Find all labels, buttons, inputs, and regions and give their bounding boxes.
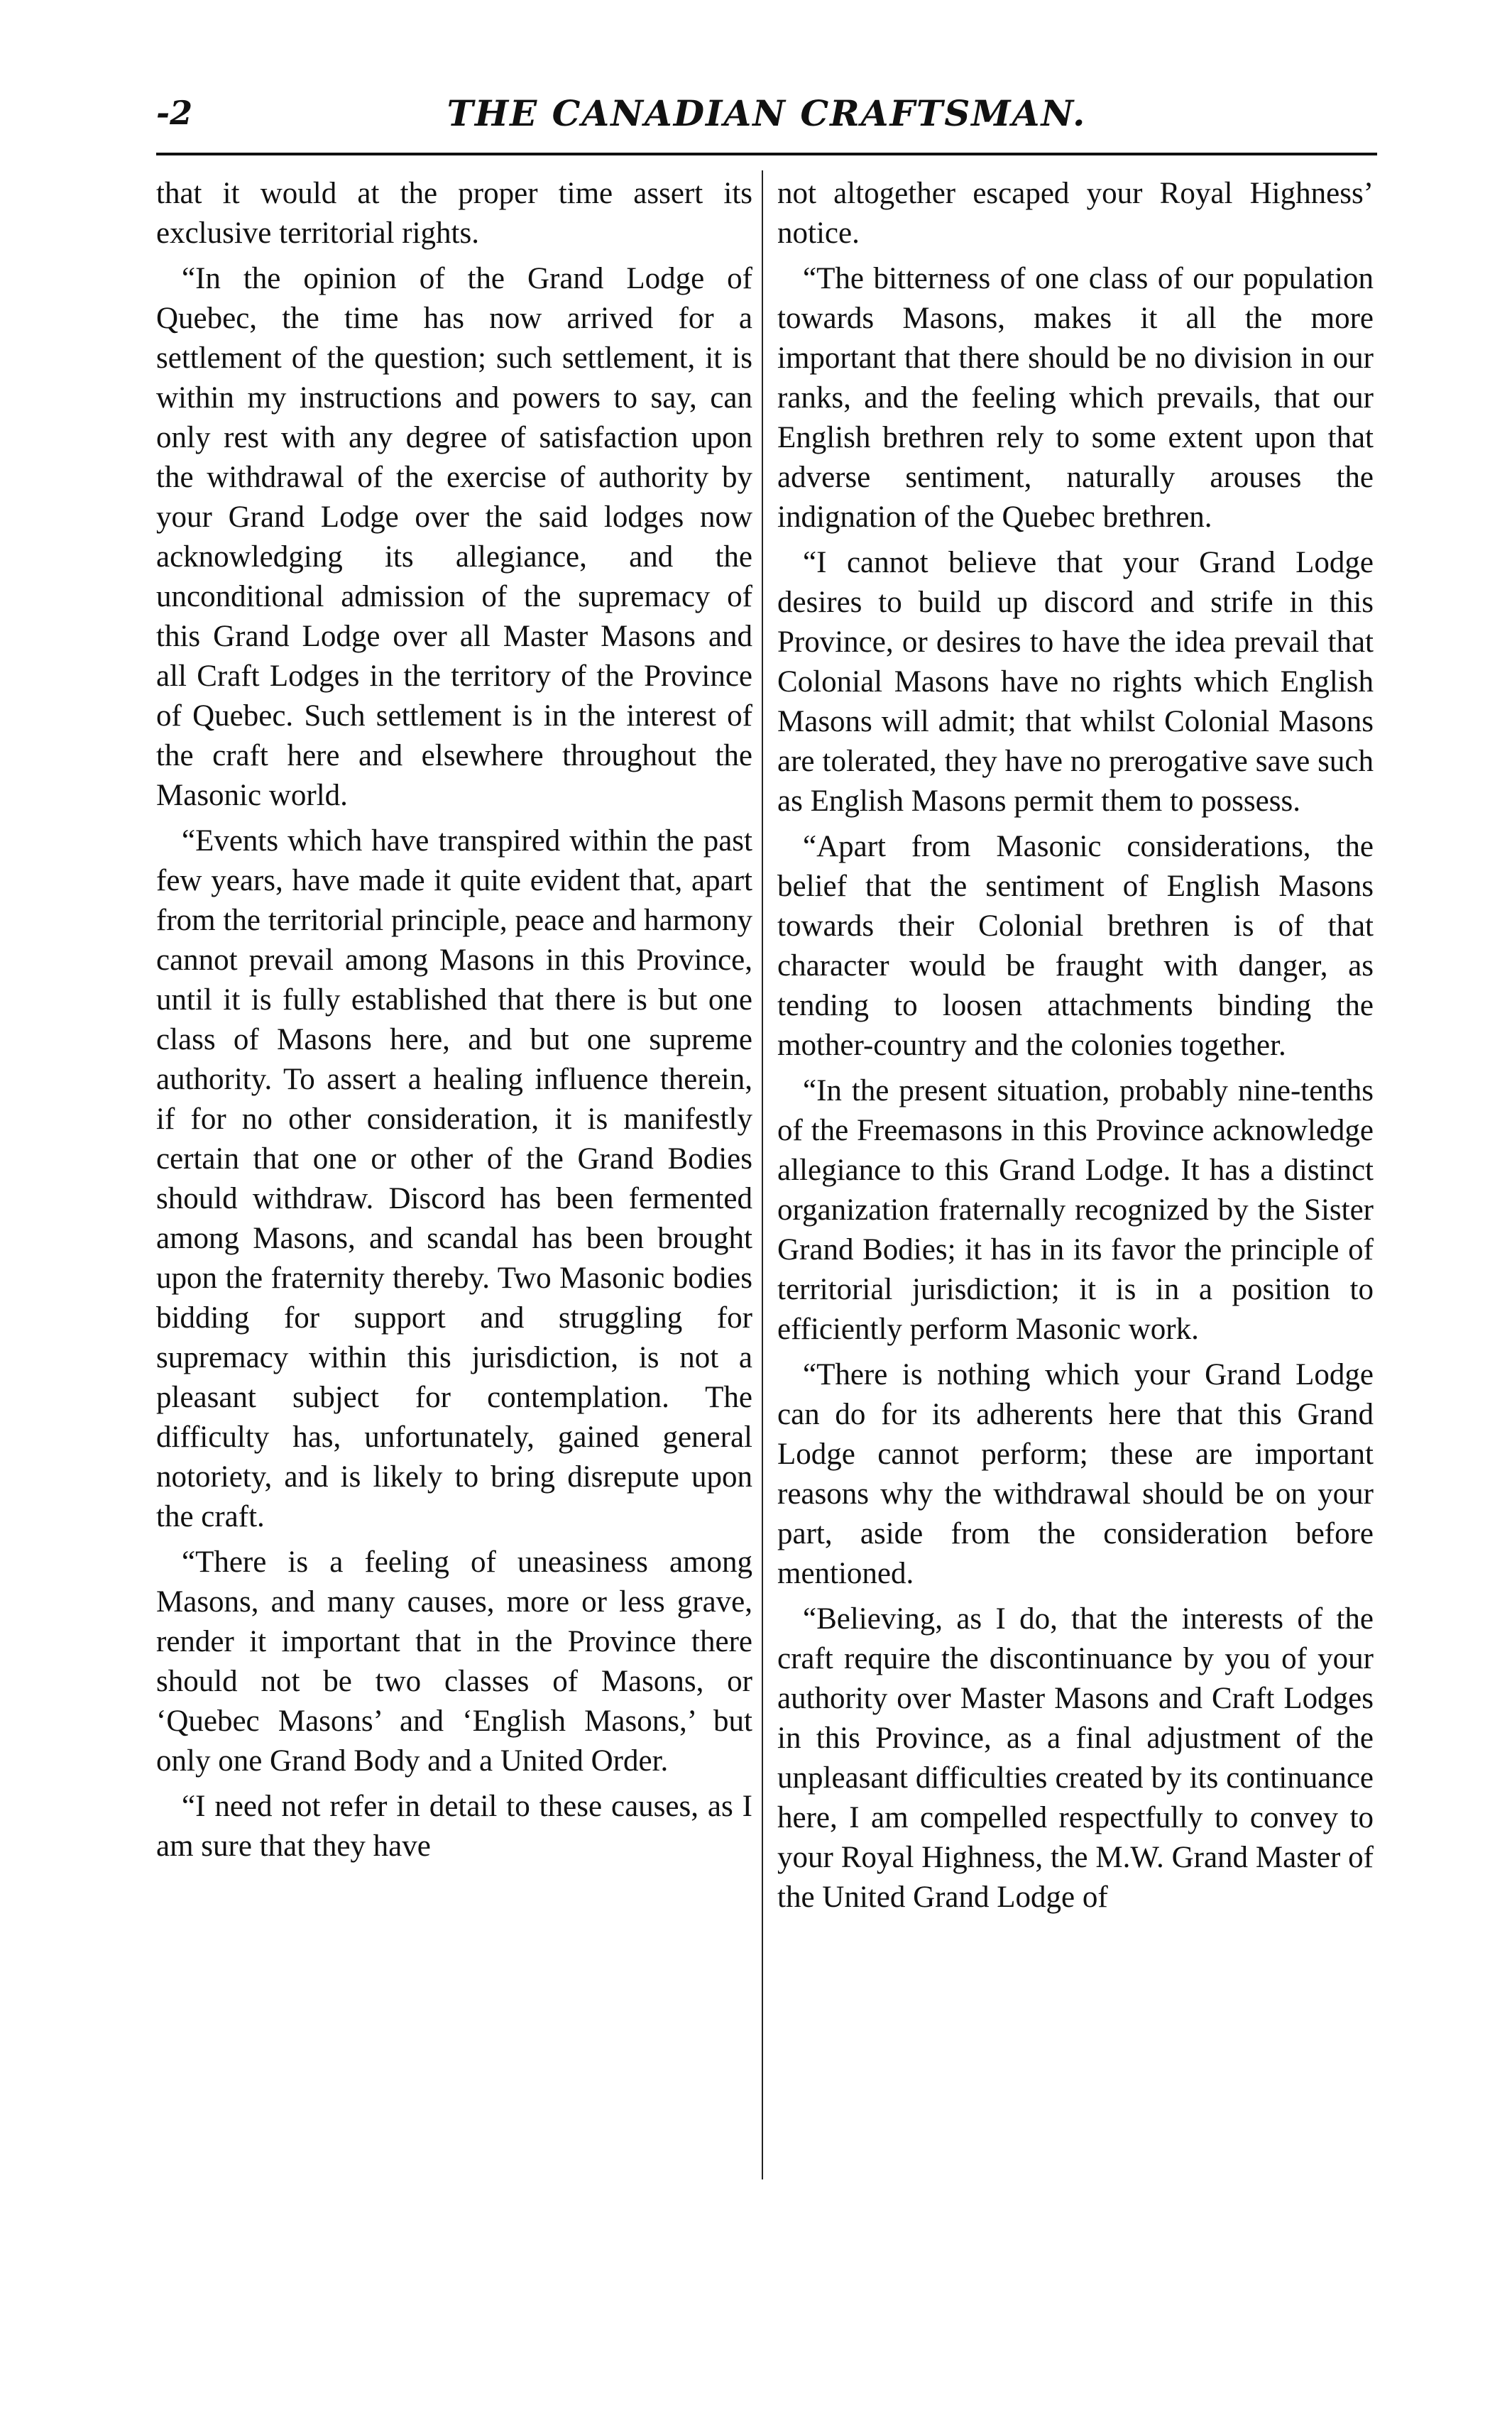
left-column	[156, 174, 752, 1872]
paragraph: “I cannot believe that your Grand Lodge desires to build up discord and strife in this Province, or desires to have the idea prevail that Colonial Masons have no rights which English Masons will admit; that whilst Colonial Masons are tolerated, they have no prerogative save such as English Masons permit them to possess.	[777, 546, 1374, 818]
paragraph: “In the present situation, probably nine-tenths of the Freemasons in this Province acknowledge allegiance to this Grand Lodge. It has a distinct organization fraternally recognized by the Sister Grand Bodies; it has in its favor the principle of territorial jurisdiction; it is in a position to efficiently perform Masonic work.	[777, 1074, 1374, 1346]
right-column	[777, 174, 1374, 1923]
paragraph: “The bitterness of one class of our population towards Masons, makes it all the more important that there should be no division in our ranks, and the feeling which prevails, that our English brethren rely to some extent upon that adverse sentiment, naturally arouses the indignation of the Quebec brethren.	[777, 262, 1374, 534]
paragraph: “I need not refer in detail to these causes, as I am sure that they have	[156, 1790, 752, 1863]
paragraph: that it would at the proper time assert its exclusive territorial rights.	[156, 177, 752, 250]
running-title: THE CANADIAN CRAFTSMAN.	[447, 92, 1087, 134]
paragraph: “Events which have transpired within the past few years, have made it quite evident that, apart from the territorial principle, peace and harmony cannot prevail among Masons in this Province, until it is fully established that there is but one class of Masons here, and but one supreme authority. To assert a healing influence therein, if for no other consideration, it is manifestly certain that one or other of the Grand Bodies should withdraw. Discord has been fermented among Masons, and scandal has been brought upon the fraternity thereby. Two Masonic bodies bidding for support and struggling for supremacy within this jurisdiction, is not a pleasant subject for contemplation. The difficulty has, unfortunately, gained general notoriety, and is likely to bring disrepute upon the craft.	[156, 824, 752, 1533]
paragraph: “In the opinion of the Grand Lodge of Quebec, the time has now arrived for a settlement of the question; such settlement, it is within my instructions and powers to say, can only rest with any degree of satisfaction upon the withdrawal of the exercise of authority by your Grand Lodge over the said lodges now acknowledging its allegiance, and the unconditional admission of the supremacy of this Grand Lodge over all Master Masons and all Craft Lodges in the territory of the Province of Quebec. Such settlement is in the interest of the craft here and elsewhere throughout the Masonic world.	[156, 262, 752, 812]
paragraph: “Believing, as I do, that the interests of the craft require the discontinuance by you of your authority over Master Masons and Craft Lodges in this Province, as a final adjustment of the unpleasant difficulties created by its continuance here, I am compelled respectfully to convey to your Royal Highness, the M.W. Grand Master of the United Grand Lodge of	[777, 1602, 1374, 1914]
header-rule	[156, 153, 1377, 155]
paragraph: “Apart from Masonic considerations, the belief that the sentiment of English Masons towards their Colonial brethren is of that character would be fraught with danger, as tending to loosen attachments binding the mother-country and the colonies together.	[777, 830, 1374, 1062]
column-divider	[762, 170, 763, 2179]
paragraph: “There is a feeling of uneasiness among Masons, and many causes, more or less grave, render it important that in the Province there should not be two classes of Masons, or ‘Quebec Masons’ and ‘English Masons,’ but only one Grand Body and a United Order.	[156, 1545, 752, 1778]
paragraph: not altogether escaped your Royal Highness’ notice.	[777, 177, 1374, 250]
paragraph: “There is nothing which your Grand Lodge can do for its adherents here that this Grand Lodge cannot perform; these are important reasons why the withdrawal should be on your part, aside from the consideration before mentioned.	[777, 1358, 1374, 1590]
page-number: -2	[156, 94, 193, 132]
page-header	[156, 85, 1377, 149]
